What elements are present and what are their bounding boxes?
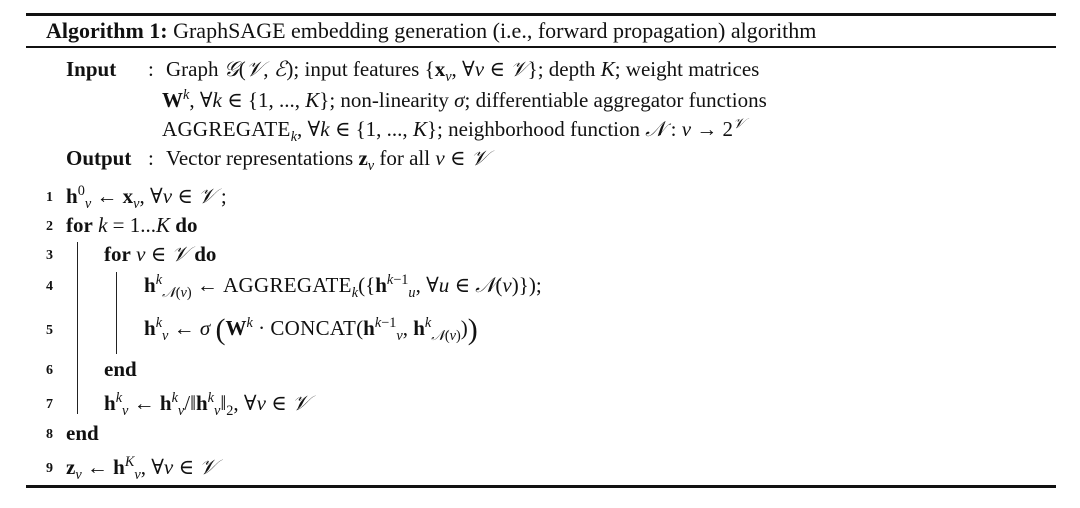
output-text: Vector representations $z_v$ for all v ∈ 𝒱 — [166, 146, 489, 174]
code-line-1: $h^0_v$ ← $x_v$, ∀v ∈ 𝒱 ; — [66, 183, 227, 212]
code-line-7: $h^k_v$ ← $h^k_v/‖h^k_v‖_2$, ∀v ∈ 𝒱 — [104, 390, 310, 419]
line-number-1: 1 — [46, 190, 53, 205]
input-key: Input — [66, 57, 117, 81]
algorithm-label: Algorithm 1: — [46, 18, 168, 43]
top-rule — [26, 13, 1056, 16]
line-number-4: 4 — [46, 279, 53, 294]
output-key-wrap — [66, 146, 131, 171]
code-line-6 — [104, 357, 137, 382]
output-sep: : — [148, 146, 154, 170]
bottom-rule — [26, 485, 1056, 488]
inner-loop-guide — [116, 272, 117, 354]
for-keyword: for — [66, 213, 93, 237]
output-key: Output — [66, 146, 132, 170]
code-line-2: for k = 1...K do — [66, 213, 198, 237]
line-number-6: 6 — [46, 363, 53, 378]
do-keyword: do — [194, 242, 217, 266]
code-line-4: $h^k_{𝒩(v)}$ ← $AGGREGATE_k(\{h^{k-1}_u$, ∀u ∈ 𝒩(v)}); — [144, 272, 542, 301]
caption-rule — [26, 46, 1056, 48]
code-line-3: for v ∈ 𝒱 do — [104, 242, 217, 266]
input-sep: : — [148, 57, 154, 81]
input-key-wrap — [66, 57, 116, 82]
for-keyword: for — [104, 242, 131, 266]
code-line-8 — [66, 421, 99, 446]
input-line-2: $W^k$, ∀k ∈ {1, ..., K}; non-linearity σ; differentiable aggregator functions — [162, 87, 767, 112]
end-keyword: end — [66, 421, 99, 445]
code-line-9: $z_v$ ← $h^K_v$, ∀v ∈ 𝒱 — [66, 454, 217, 483]
code-line-5: $h^k_v$ ← σ ($W^k$ · $CONCAT(h^{k-1}_v$, $h^k_{𝒩(v)}$)) — [144, 313, 478, 346]
outer-loop-guide — [77, 242, 78, 414]
end-keyword: end — [104, 357, 137, 381]
line-number-2: 2 — [46, 219, 53, 234]
algorithm-caption — [46, 18, 816, 44]
line-number-5: 5 — [46, 323, 53, 338]
algorithm-title: GraphSAGE embedding generation (i.e., forward propagation) algorithm — [173, 18, 817, 43]
line-number-8: 8 — [46, 427, 53, 442]
line-number-7: 7 — [46, 397, 53, 412]
line-number-9: 9 — [46, 461, 53, 476]
line-number-3: 3 — [46, 248, 53, 263]
input-line-1: Graph 𝒢(𝒱, ℰ); input features {$x_v$, ∀v ∈ 𝒱}; depth K; weight matrices — [166, 57, 760, 85]
do-keyword: do — [175, 213, 198, 237]
input-line-3: $AGGREGATE_k$, ∀k ∈ {1, ..., K}; neighborhood function 𝒩 : $v \to 2^𝒱$ — [162, 116, 745, 145]
